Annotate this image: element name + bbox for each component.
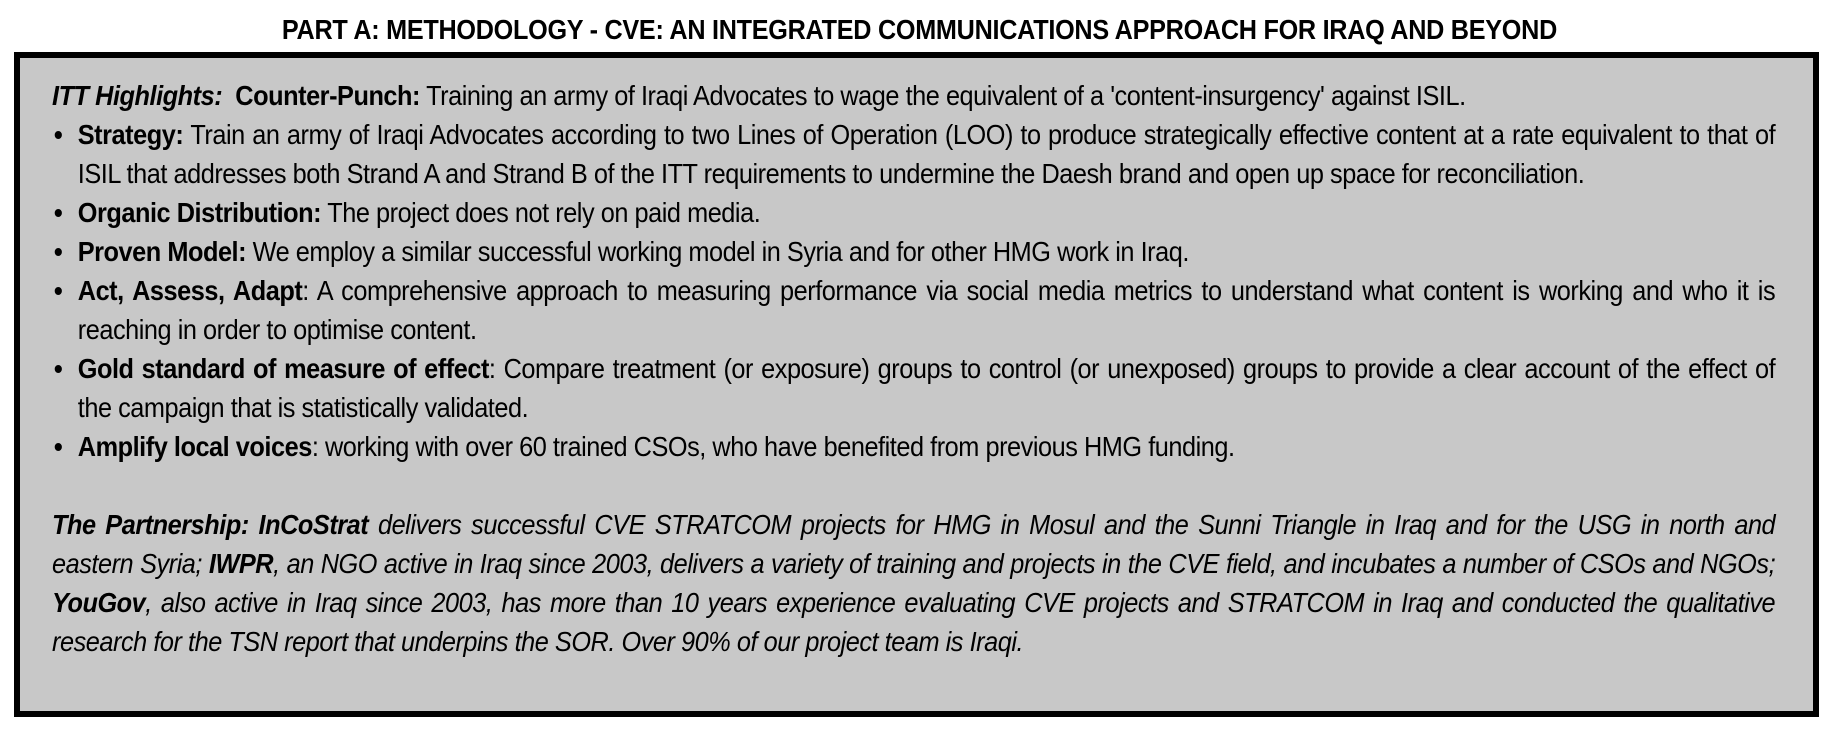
bullet-text: Train an army of Iraqi Advocates according to two Lines of Operation (LOO) to produce strategically effective content at a rate equivalent to that of ISIL that addresses both Strand A and Strand B of the ITT requirements to undermine the Daesh brand and open up space for reconciliation. [77,119,1776,189]
highlights-list [52,115,1775,466]
bullet-icon: • [53,197,63,228]
intro-text: Training an army of Iraqi Advocates to wage the equivalent of a 'content-insurgency' against ISIL. [420,80,1466,111]
partnership-label: The Partnership: [52,509,249,540]
list-item-strategy [52,115,1775,193]
partner-name-iwpr: IWPR [208,548,274,579]
bullet-icon: • [53,431,63,462]
itt-highlights-box [14,52,1819,717]
bullet-heading: Act, Assess, Adapt [77,275,303,306]
list-item-act-assess-adapt [52,271,1775,349]
bullet-heading: Proven Model: [77,236,247,267]
list-item-amplify-local-voices [52,427,1775,466]
bullet-heading: Strategy: [77,119,184,150]
list-item-gold-standard [52,349,1775,427]
list-item-proven-model [52,232,1775,271]
bullet-text: We employ a similar successful working model in Syria and for other HMG work in Iraq. [246,236,1189,267]
bullet-icon: • [53,119,63,150]
intro-bold: Counter-Punch: [235,80,421,111]
partner-name-incostrat: InCoStrat [258,509,369,540]
page-title: PART A: METHODOLOGY - CVE: AN INTEGRATED COMMUNICATIONS APPROACH FOR IRAQ AND BEYOND [281,14,1558,45]
highlights-content [52,76,1775,661]
bullet-icon: • [53,353,63,384]
partnership-text-3: , also active in Iraq since 2003, has more than 10 years experience evaluating CVE projects and STRATCOM in Iraq and conducted the qualitative research for the TSN report that underpins the SOR. Over 90% of our project team is Iraqi. [52,587,1776,657]
intro-line [52,76,1775,115]
intro-label: ITT Highlights: [52,80,223,111]
bullet-heading: Amplify local voices [77,431,312,462]
bullet-text: : A comprehensive approach to measuring performance via social media metrics to understand what content is working and who it is reaching in order to optimise content. [77,275,1776,345]
bullet-heading: Organic Distribution: [77,197,322,228]
bullet-text: : Compare treatment (or exposure) groups to control (or unexposed) groups to provide a clear account of the effect of the campaign that is statistically validated. [77,353,1776,423]
bullet-text: : working with over 60 trained CSOs, who have benefited from previous HMG funding. [311,431,1235,462]
bullet-icon: • [53,275,63,306]
partnership-text-2: , an NGO active in Iraq since 2003, delivers a variety of training and projects in the CVE field, and incubates a number of CSOs and NGOs; [273,548,1776,579]
bullet-heading: Gold standard of measure of effect [77,353,489,384]
partner-name-yougov: YouGov [52,587,146,618]
partnership-text-1: delivers successful CVE STRATCOM projects for HMG in Mosul and the Sunni Triangle in Iraq and for the USG in north and eastern Syria; [52,509,1776,579]
bullet-text: The project does not rely on paid media. [321,197,761,228]
partnership-paragraph [52,505,1775,661]
list-item-organic-distribution [52,193,1775,232]
bullet-icon: • [53,236,63,267]
